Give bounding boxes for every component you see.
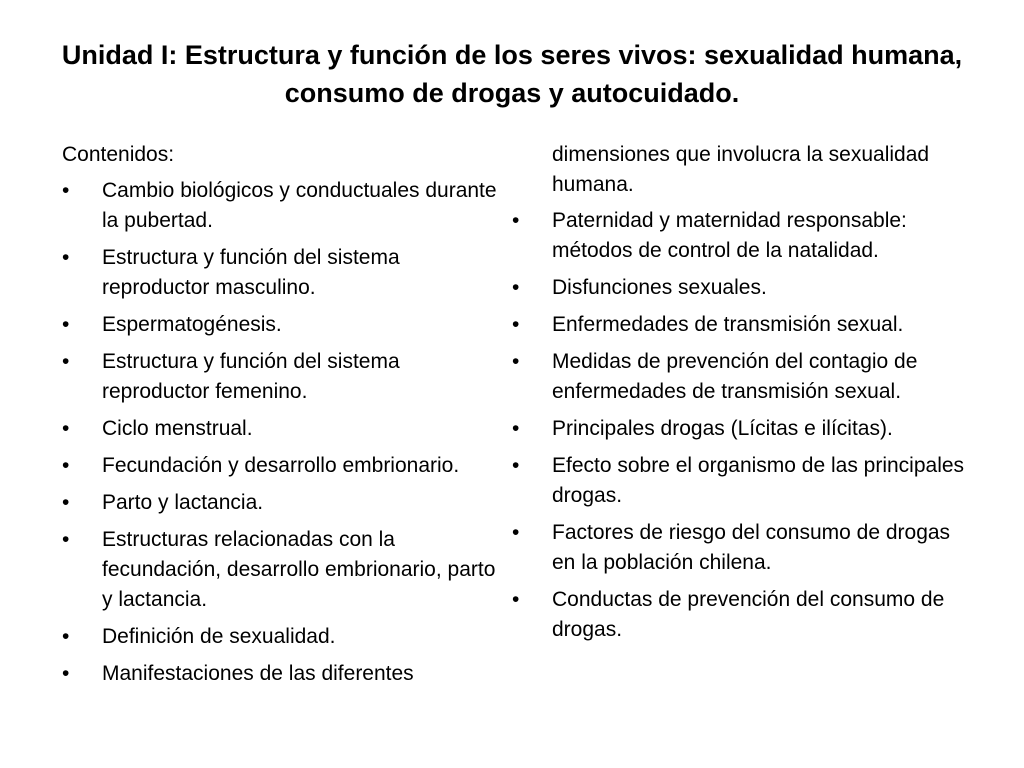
right-column xyxy=(512,140,972,652)
bullet-icon: • xyxy=(62,350,70,373)
list-item-text: Estructura y función del sistema reproductor masculino. xyxy=(102,246,400,299)
list-item xyxy=(512,518,972,578)
list-item xyxy=(512,206,972,266)
list-item xyxy=(512,347,972,407)
list-item-text: Parto y lactancia. xyxy=(102,491,264,514)
list-item-text: Estructuras relacionadas con la fecundación, desarrollo embrionario, parto y lactancia. xyxy=(102,528,496,611)
left-column xyxy=(62,140,510,696)
bullet-icon: • xyxy=(62,454,70,477)
list-item xyxy=(512,310,972,340)
list-item xyxy=(62,176,510,236)
bullet-icon: • xyxy=(62,417,70,440)
bullet-icon: • xyxy=(62,528,70,551)
list-item-text: Efecto sobre el organismo de las principales drogas. xyxy=(552,454,965,507)
list-item-text: Manifestaciones de las diferentes xyxy=(102,662,414,685)
list-item-text: Paternidad y maternidad responsable: métodos de control de la natalidad. xyxy=(552,209,907,262)
left-bullet-list xyxy=(62,176,510,689)
list-item xyxy=(62,659,510,689)
bullet-icon: • xyxy=(62,313,70,336)
bullet-icon: • xyxy=(62,179,70,202)
list-item xyxy=(62,243,510,303)
bullet-icon: • xyxy=(512,521,520,544)
bullet-icon: • xyxy=(62,662,70,685)
contents-heading: Contenidos: xyxy=(62,143,175,166)
slide-title: Unidad I: Estructura y función de los seres vivos: sexualidad humana, consumo de drogas y autocuidado. xyxy=(61,40,963,108)
list-item xyxy=(512,585,972,645)
bullet-icon: • xyxy=(512,350,520,373)
bullet-icon: • xyxy=(62,246,70,269)
list-item-text: Enfermedades de transmisión sexual. xyxy=(552,313,904,336)
list-item xyxy=(62,347,510,407)
bullet-icon: • xyxy=(62,625,70,648)
list-item-text: Cambio biológicos y conductuales durante la pubertad. xyxy=(102,179,497,232)
bullet-icon: • xyxy=(62,491,70,514)
bullet-icon: • xyxy=(512,454,520,477)
list-item-text: Definición de sexualidad. xyxy=(102,625,336,648)
bullet-icon: • xyxy=(512,313,520,336)
bullet-icon: • xyxy=(512,417,520,440)
list-item xyxy=(62,451,510,481)
list-item-text: Conductas de prevención del consumo de drogas. xyxy=(552,588,945,641)
bullet-icon: • xyxy=(512,276,520,299)
list-item-text: Estructura y función del sistema reproductor femenino. xyxy=(102,350,400,403)
list-item-text: Espermatogénesis. xyxy=(102,313,282,336)
list-item xyxy=(62,622,510,652)
list-item xyxy=(62,488,510,518)
bullet-icon: • xyxy=(512,588,520,611)
list-item-text: Principales drogas (Lícitas e ilícitas). xyxy=(552,417,893,440)
list-item xyxy=(512,273,972,303)
list-item xyxy=(512,414,972,444)
list-item xyxy=(62,414,510,444)
list-item xyxy=(512,451,972,511)
list-item-continuation: dimensiones que involucra la sexualidad humana. xyxy=(552,143,930,196)
bullet-icon: • xyxy=(512,209,520,232)
list-item-text: Medidas de prevención del contagio de enfermedades de transmisión sexual. xyxy=(552,350,918,403)
list-item xyxy=(62,310,510,340)
right-bullet-list xyxy=(512,206,972,645)
list-item-text: Factores de riesgo del consumo de drogas en la población chilena. xyxy=(552,521,951,574)
list-item-text: Fecundación y desarrollo embrionario. xyxy=(102,454,460,477)
list-item-text: Disfunciones sexuales. xyxy=(552,276,767,299)
list-item-text: Ciclo menstrual. xyxy=(102,417,253,440)
list-item xyxy=(62,525,510,615)
